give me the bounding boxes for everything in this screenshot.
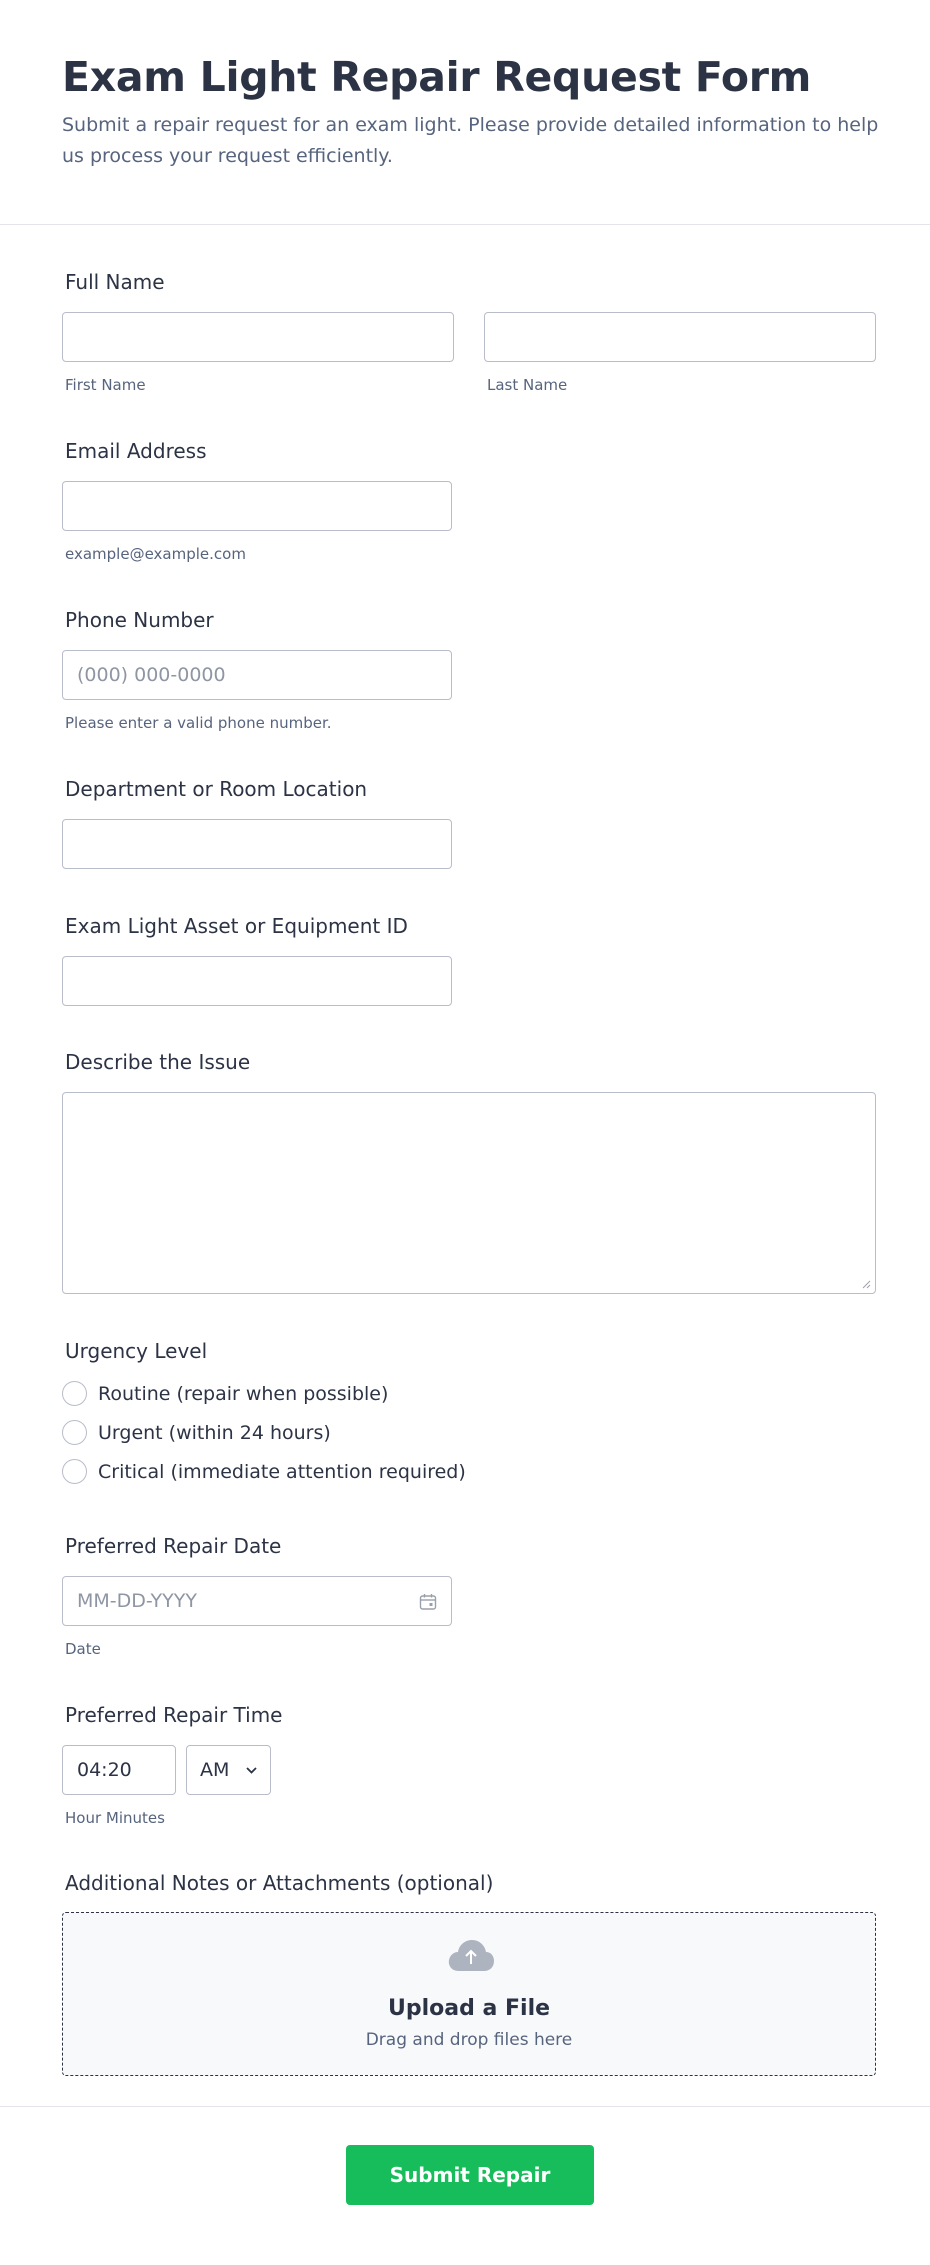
upload-title: Upload a File (387, 1996, 551, 2021)
upload-hint: Drag and drop files here (365, 2030, 573, 2050)
file-upload-dropzone[interactable] (62, 1912, 876, 2076)
resize-handle-icon[interactable] (861, 1279, 871, 1289)
location-input[interactable] (62, 819, 452, 869)
phone-placeholder: (000) 000-0000 (77, 664, 226, 686)
time-value: 04:20 (77, 1759, 132, 1781)
urgency-option-urgent[interactable]: Urgent (within 24 hours) (62, 1420, 331, 1445)
time-input[interactable] (62, 1745, 176, 1795)
radio-urgent[interactable] (62, 1420, 87, 1445)
ampm-value: AM (200, 1759, 230, 1781)
form-title: Exam Light Repair Request Form (62, 53, 812, 101)
radio-critical[interactable] (62, 1459, 87, 1484)
date-sublabel: Date (65, 1640, 101, 1658)
location-label: Department or Room Location (65, 777, 368, 801)
full-name-label: Full Name (65, 270, 165, 294)
time-sublabel: Hour Minutes (65, 1809, 165, 1827)
form-header (0, 0, 930, 225)
submit-button[interactable]: Submit Repair Request (346, 2145, 594, 2205)
radio-routine[interactable] (62, 1381, 87, 1406)
cloud-upload-icon (447, 1937, 495, 1973)
issue-textarea[interactable] (62, 1092, 876, 1294)
first-name-sublabel: First Name (65, 376, 146, 394)
email-input[interactable] (62, 481, 452, 531)
asset-id-input[interactable] (62, 956, 452, 1006)
first-name-input[interactable] (62, 312, 454, 362)
date-placeholder: MM-DD-YYYY (77, 1590, 197, 1612)
issue-label: Describe the Issue (65, 1050, 251, 1074)
time-label: Preferred Repair Time (65, 1703, 283, 1727)
last-name-sublabel: Last Name (487, 376, 568, 394)
email-sublabel: example@example.com (65, 545, 246, 563)
phone-label: Phone Number (65, 608, 214, 632)
calendar-icon[interactable] (419, 1593, 437, 1611)
urgency-option-routine[interactable]: Routine (repair when possible) (62, 1381, 388, 1406)
ampm-select[interactable] (186, 1745, 271, 1795)
urgency-label: Urgency Level (65, 1339, 208, 1363)
urgency-option-critical[interactable]: Critical (immediate attention required) (62, 1459, 466, 1484)
form-description: Submit a repair request for an exam light. Please provide detailed information to help us process your request efficiently. (62, 114, 879, 167)
email-label: Email Address (65, 439, 207, 463)
phone-input[interactable] (62, 650, 452, 700)
attachments-label: Additional Notes or Attachments (optional) (65, 1871, 494, 1895)
phone-sublabel: Please enter a valid phone number. (65, 714, 332, 732)
chevron-down-icon (245, 1764, 258, 1777)
date-label: Preferred Repair Date (65, 1534, 282, 1558)
last-name-input[interactable] (484, 312, 876, 362)
form-footer (0, 2106, 930, 2253)
asset-id-label: Exam Light Asset or Equipment ID (65, 914, 408, 938)
date-input[interactable] (62, 1576, 452, 1626)
